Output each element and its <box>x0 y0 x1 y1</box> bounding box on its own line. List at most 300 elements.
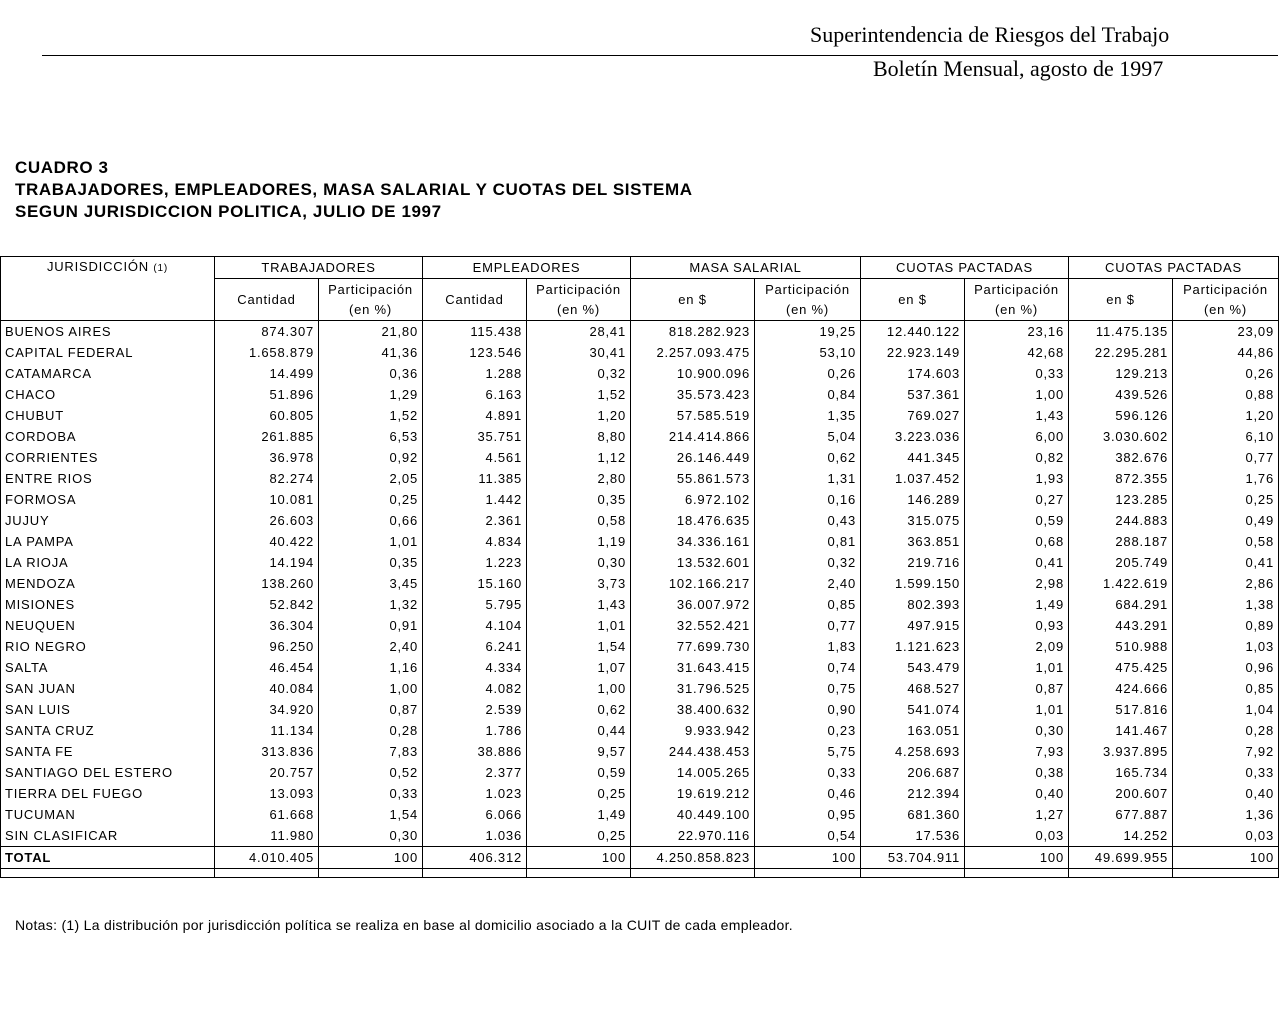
value-cell: 4.258.693 <box>861 741 965 762</box>
table-row <box>1 405 1279 426</box>
value-cell: 0,68 <box>965 531 1069 552</box>
publication-title: Boletín Mensual, agosto de 1997 <box>873 56 1164 81</box>
value-cell: 5.795 <box>423 594 527 615</box>
value-cell: 0,41 <box>1173 552 1279 573</box>
value-cell: 44,86 <box>1173 342 1279 363</box>
data-table <box>0 256 1279 878</box>
table-row <box>1 594 1279 615</box>
table-row <box>1 363 1279 384</box>
value-cell: 14.194 <box>215 552 319 573</box>
value-cell: 19.619.212 <box>631 783 755 804</box>
value-cell: 8,80 <box>527 426 631 447</box>
value-cell: 0,49 <box>1173 510 1279 531</box>
value-cell: 22.295.281 <box>1069 342 1173 363</box>
value-cell: 0,25 <box>527 825 631 847</box>
value-cell: 13.093 <box>215 783 319 804</box>
table-row <box>1 783 1279 804</box>
value-cell: 1,54 <box>527 636 631 657</box>
title-line-3: SEGUN JURISDICCION POLITICA, JULIO DE 1997 <box>15 202 442 221</box>
value-cell: 0,90 <box>755 699 861 720</box>
value-cell: 1.036 <box>423 825 527 847</box>
value-cell: 363.851 <box>861 531 965 552</box>
value-cell: 9,57 <box>527 741 631 762</box>
value-cell: 115.438 <box>423 321 527 343</box>
value-cell: 0,52 <box>319 762 423 783</box>
value-cell: 28,41 <box>527 321 631 343</box>
value-cell: 0,33 <box>319 783 423 804</box>
value-cell: 38.400.632 <box>631 699 755 720</box>
value-cell: 1,20 <box>1173 405 1279 426</box>
value-cell: 1.023 <box>423 783 527 804</box>
value-cell: 0,62 <box>527 699 631 720</box>
value-cell: 424.666 <box>1069 678 1173 699</box>
value-cell: 0,25 <box>527 783 631 804</box>
value-cell: 205.749 <box>1069 552 1173 573</box>
jurisdiction-cell: TOTAL <box>1 847 215 869</box>
value-cell: 441.345 <box>861 447 965 468</box>
table-row <box>1 720 1279 741</box>
table-row <box>1 531 1279 552</box>
value-cell: 769.027 <box>861 405 965 426</box>
value-cell: 510.988 <box>1069 636 1173 657</box>
value-cell: 0,95 <box>755 804 861 825</box>
table-row <box>1 678 1279 699</box>
jurisdiction-cell: MENDOZA <box>1 573 215 594</box>
value-cell: 57.585.519 <box>631 405 755 426</box>
value-cell: 1,35 <box>755 405 861 426</box>
jurisdiction-cell: CORDOBA <box>1 426 215 447</box>
value-cell: 60.805 <box>215 405 319 426</box>
value-cell: 5,04 <box>755 426 861 447</box>
value-cell: 288.187 <box>1069 531 1173 552</box>
value-cell: 0,82 <box>965 447 1069 468</box>
value-cell: 1,52 <box>319 405 423 426</box>
value-cell: 10.900.096 <box>631 363 755 384</box>
value-cell: 53,10 <box>755 342 861 363</box>
jurisdiction-header: JURISDICCIÓN (1) <box>1 257 215 321</box>
column-header: en $ <box>631 279 755 321</box>
value-cell: 1.442 <box>423 489 527 510</box>
value-cell: 872.355 <box>1069 468 1173 489</box>
value-cell: 61.668 <box>215 804 319 825</box>
value-cell: 0,03 <box>965 825 1069 847</box>
group-header: EMPLEADORES <box>423 257 631 279</box>
value-cell: 1.223 <box>423 552 527 573</box>
value-cell: 1,04 <box>1173 699 1279 720</box>
value-cell: 4.891 <box>423 405 527 426</box>
value-cell: 49.699.955 <box>1069 847 1173 869</box>
value-cell: 0,25 <box>319 489 423 510</box>
jurisdiction-cell: SAN JUAN <box>1 678 215 699</box>
value-cell: 1,00 <box>319 678 423 699</box>
value-cell: 0,88 <box>1173 384 1279 405</box>
value-cell: 4.250.858.823 <box>631 847 755 869</box>
value-cell: 17.536 <box>861 825 965 847</box>
value-cell: 0,96 <box>1173 657 1279 678</box>
column-header: Participación (en %) <box>755 279 861 321</box>
jurisdiction-cell: SANTA FE <box>1 741 215 762</box>
value-cell: 123.285 <box>1069 489 1173 510</box>
table-row <box>1 510 1279 531</box>
value-cell: 0,43 <box>755 510 861 531</box>
value-cell: 11.134 <box>215 720 319 741</box>
value-cell: 0,03 <box>1173 825 1279 847</box>
value-cell: 4.834 <box>423 531 527 552</box>
jurisdiction-cell: CAPITAL FEDERAL <box>1 342 215 363</box>
value-cell: 1,36 <box>1173 804 1279 825</box>
value-cell: 261.885 <box>215 426 319 447</box>
value-cell: 14.499 <box>215 363 319 384</box>
value-cell: 0,87 <box>965 678 1069 699</box>
value-cell: 9.933.942 <box>631 720 755 741</box>
value-cell: 3.030.602 <box>1069 426 1173 447</box>
value-cell: 163.051 <box>861 720 965 741</box>
jurisdiction-cell: FORMOSA <box>1 489 215 510</box>
value-cell: 14.005.265 <box>631 762 755 783</box>
column-header: Cantidad <box>215 279 319 321</box>
column-header: Cantidad <box>423 279 527 321</box>
value-cell: 2,40 <box>755 573 861 594</box>
value-cell: 96.250 <box>215 636 319 657</box>
value-cell: 100 <box>527 847 631 869</box>
value-cell: 26.146.449 <box>631 447 755 468</box>
value-cell: 1,43 <box>527 594 631 615</box>
jurisdiction-cell: MISIONES <box>1 594 215 615</box>
value-cell: 165.734 <box>1069 762 1173 783</box>
value-cell: 1,00 <box>965 384 1069 405</box>
value-cell: 244.438.453 <box>631 741 755 762</box>
jurisdiction-note: (1) <box>153 263 169 274</box>
value-cell: 10.081 <box>215 489 319 510</box>
value-cell: 0,62 <box>755 447 861 468</box>
jurisdiction-cell: SAN LUIS <box>1 699 215 720</box>
value-cell: 18.476.635 <box>631 510 755 531</box>
value-cell: 0,66 <box>319 510 423 531</box>
value-cell: 11.475.135 <box>1069 321 1173 343</box>
column-header: Participación (en %) <box>527 279 631 321</box>
table-row <box>1 489 1279 510</box>
value-cell: 0,59 <box>527 762 631 783</box>
value-cell: 0,35 <box>527 489 631 510</box>
value-cell: 206.687 <box>861 762 965 783</box>
value-cell: 1,49 <box>965 594 1069 615</box>
value-cell: 34.920 <box>215 699 319 720</box>
table-row <box>1 321 1279 343</box>
value-cell: 0,81 <box>755 531 861 552</box>
value-cell: 22.923.149 <box>861 342 965 363</box>
table-row <box>1 573 1279 594</box>
value-cell: 1,03 <box>1173 636 1279 657</box>
value-cell: 0,28 <box>1173 720 1279 741</box>
value-cell: 15.160 <box>423 573 527 594</box>
value-cell: 1.037.452 <box>861 468 965 489</box>
value-cell: 0,93 <box>965 615 1069 636</box>
jurisdiction-cell: SIN CLASIFICAR <box>1 825 215 847</box>
value-cell: 129.213 <box>1069 363 1173 384</box>
value-cell: 541.074 <box>861 699 965 720</box>
value-cell: 475.425 <box>1069 657 1173 678</box>
value-cell: 6.163 <box>423 384 527 405</box>
value-cell: 1,83 <box>755 636 861 657</box>
value-cell: 7,92 <box>1173 741 1279 762</box>
value-cell: 35.751 <box>423 426 527 447</box>
column-header: Participación (en %) <box>965 279 1069 321</box>
value-cell: 818.282.923 <box>631 321 755 343</box>
table-row <box>1 468 1279 489</box>
jurisdiction-cell: ENTRE RIOS <box>1 468 215 489</box>
value-cell: 0,33 <box>965 363 1069 384</box>
table-title <box>15 157 693 223</box>
value-cell: 2,86 <box>1173 573 1279 594</box>
value-cell: 0,58 <box>1173 531 1279 552</box>
value-cell: 0,85 <box>755 594 861 615</box>
value-cell: 1,01 <box>965 699 1069 720</box>
group-header: CUOTAS PACTADAS <box>861 257 1069 279</box>
value-cell: 0,77 <box>1173 447 1279 468</box>
value-cell: 6,00 <box>965 426 1069 447</box>
value-cell: 443.291 <box>1069 615 1173 636</box>
value-cell: 0,30 <box>965 720 1069 741</box>
value-cell: 1,54 <box>319 804 423 825</box>
value-cell: 1,00 <box>527 678 631 699</box>
jurisdiction-cell: SANTA CRUZ <box>1 720 215 741</box>
value-cell: 13.532.601 <box>631 552 755 573</box>
value-cell: 1,43 <box>965 405 1069 426</box>
value-cell: 677.887 <box>1069 804 1173 825</box>
value-cell: 874.307 <box>215 321 319 343</box>
value-cell: 517.816 <box>1069 699 1173 720</box>
group-header: TRABAJADORES <box>215 257 423 279</box>
value-cell: 684.291 <box>1069 594 1173 615</box>
value-cell: 2,40 <box>319 636 423 657</box>
value-cell: 406.312 <box>423 847 527 869</box>
value-cell: 0,28 <box>319 720 423 741</box>
value-cell: 0,92 <box>319 447 423 468</box>
value-cell: 100 <box>755 847 861 869</box>
value-cell: 537.361 <box>861 384 965 405</box>
value-cell: 0,16 <box>755 489 861 510</box>
value-cell: 40.449.100 <box>631 804 755 825</box>
value-cell: 2.361 <box>423 510 527 531</box>
value-cell: 1,52 <box>527 384 631 405</box>
value-cell: 0,58 <box>527 510 631 531</box>
value-cell: 46.454 <box>215 657 319 678</box>
value-cell: 2,05 <box>319 468 423 489</box>
jurisdiction-cell: SANTIAGO DEL ESTERO <box>1 762 215 783</box>
value-cell: 0,33 <box>1173 762 1279 783</box>
value-cell: 1.786 <box>423 720 527 741</box>
value-cell: 3,73 <box>527 573 631 594</box>
jurisdiction-cell: LA RIOJA <box>1 552 215 573</box>
value-cell: 1,20 <box>527 405 631 426</box>
group-header: MASA SALARIAL <box>631 257 861 279</box>
value-cell: 3,45 <box>319 573 423 594</box>
value-cell: 20.757 <box>215 762 319 783</box>
group-header-row <box>1 257 1279 279</box>
value-cell: 36.007.972 <box>631 594 755 615</box>
value-cell: 1.658.879 <box>215 342 319 363</box>
value-cell: 0,59 <box>965 510 1069 531</box>
value-cell: 1.422.619 <box>1069 573 1173 594</box>
value-cell: 0,41 <box>965 552 1069 573</box>
value-cell: 100 <box>965 847 1069 869</box>
jurisdiction-cell: CATAMARCA <box>1 363 215 384</box>
value-cell: 0,75 <box>755 678 861 699</box>
value-cell: 4.010.405 <box>215 847 319 869</box>
value-cell: 174.603 <box>861 363 965 384</box>
value-cell: 2,98 <box>965 573 1069 594</box>
value-cell: 1,01 <box>965 657 1069 678</box>
value-cell: 0,27 <box>965 489 1069 510</box>
jurisdiction-cell: CHUBUT <box>1 405 215 426</box>
value-cell: 102.166.217 <box>631 573 755 594</box>
value-cell: 0,77 <box>755 615 861 636</box>
value-cell: 0,35 <box>319 552 423 573</box>
jurisdiction-cell: JUJUY <box>1 510 215 531</box>
value-cell: 0,84 <box>755 384 861 405</box>
table-row <box>1 342 1279 363</box>
value-cell: 35.573.423 <box>631 384 755 405</box>
table-row <box>1 384 1279 405</box>
value-cell: 0,89 <box>1173 615 1279 636</box>
value-cell: 19,25 <box>755 321 861 343</box>
table-row <box>1 426 1279 447</box>
column-header: Participación (en %) <box>319 279 423 321</box>
value-cell: 7,83 <box>319 741 423 762</box>
table-row <box>1 447 1279 468</box>
value-cell: 100 <box>1173 847 1279 869</box>
value-cell: 5,75 <box>755 741 861 762</box>
value-cell: 40.084 <box>215 678 319 699</box>
value-cell: 6.972.102 <box>631 489 755 510</box>
value-cell: 2.539 <box>423 699 527 720</box>
value-cell: 4.104 <box>423 615 527 636</box>
value-cell: 0,36 <box>319 363 423 384</box>
column-header: en $ <box>861 279 965 321</box>
column-header: en $ <box>1069 279 1173 321</box>
value-cell: 51.896 <box>215 384 319 405</box>
value-cell: 0,32 <box>527 363 631 384</box>
value-cell: 1,16 <box>319 657 423 678</box>
value-cell: 1.288 <box>423 363 527 384</box>
value-cell: 0,30 <box>527 552 631 573</box>
jurisdiction-cell: RIO NEGRO <box>1 636 215 657</box>
value-cell: 1.121.623 <box>861 636 965 657</box>
value-cell: 0,40 <box>1173 783 1279 804</box>
value-cell: 1,49 <box>527 804 631 825</box>
value-cell: 26.603 <box>215 510 319 531</box>
value-cell: 439.526 <box>1069 384 1173 405</box>
value-cell: 138.260 <box>215 573 319 594</box>
value-cell: 681.360 <box>861 804 965 825</box>
value-cell: 214.414.866 <box>631 426 755 447</box>
value-cell: 14.252 <box>1069 825 1173 847</box>
value-cell: 2,09 <box>965 636 1069 657</box>
value-cell: 1,76 <box>1173 468 1279 489</box>
value-cell: 543.479 <box>861 657 965 678</box>
value-cell: 0,54 <box>755 825 861 847</box>
value-cell: 36.978 <box>215 447 319 468</box>
value-cell: 82.274 <box>215 468 319 489</box>
value-cell: 3.223.036 <box>861 426 965 447</box>
value-cell: 0,30 <box>319 825 423 847</box>
jurisdiction-cell: NEUQUEN <box>1 615 215 636</box>
value-cell: 6,10 <box>1173 426 1279 447</box>
organization-name: Superintendencia de Riesgos del Trabajo <box>810 22 1170 47</box>
value-cell: 1,07 <box>527 657 631 678</box>
value-cell: 36.304 <box>215 615 319 636</box>
total-row <box>1 847 1279 869</box>
value-cell: 382.676 <box>1069 447 1173 468</box>
value-cell: 596.126 <box>1069 405 1173 426</box>
value-cell: 313.836 <box>215 741 319 762</box>
value-cell: 0,26 <box>1173 363 1279 384</box>
jurisdiction-cell: SALTA <box>1 657 215 678</box>
table-row <box>1 825 1279 847</box>
value-cell: 40.422 <box>215 531 319 552</box>
group-header: CUOTAS PACTADAS <box>1069 257 1279 279</box>
table-row <box>1 657 1279 678</box>
value-cell: 1,01 <box>319 531 423 552</box>
value-cell: 0,85 <box>1173 678 1279 699</box>
value-cell: 11.385 <box>423 468 527 489</box>
value-cell: 212.394 <box>861 783 965 804</box>
table-row <box>1 552 1279 573</box>
value-cell: 23,09 <box>1173 321 1279 343</box>
value-cell: 146.289 <box>861 489 965 510</box>
value-cell: 0,74 <box>755 657 861 678</box>
value-cell: 1,93 <box>965 468 1069 489</box>
value-cell: 0,32 <box>755 552 861 573</box>
value-cell: 1,12 <box>527 447 631 468</box>
value-cell: 100 <box>319 847 423 869</box>
value-cell: 2.257.093.475 <box>631 342 755 363</box>
value-cell: 468.527 <box>861 678 965 699</box>
value-cell: 22.970.116 <box>631 825 755 847</box>
value-cell: 141.467 <box>1069 720 1173 741</box>
value-cell: 6.241 <box>423 636 527 657</box>
value-cell: 0,38 <box>965 762 1069 783</box>
value-cell: 123.546 <box>423 342 527 363</box>
value-cell: 244.883 <box>1069 510 1173 531</box>
value-cell: 6.066 <box>423 804 527 825</box>
value-cell: 34.336.161 <box>631 531 755 552</box>
value-cell: 315.075 <box>861 510 965 531</box>
jurisdiction-cell: LA PAMPA <box>1 531 215 552</box>
title-line-1: CUADRO 3 <box>15 158 109 177</box>
value-cell: 6,53 <box>319 426 423 447</box>
value-cell: 0,87 <box>319 699 423 720</box>
value-cell: 21,80 <box>319 321 423 343</box>
value-cell: 1,29 <box>319 384 423 405</box>
value-cell: 0,25 <box>1173 489 1279 510</box>
table-row <box>1 636 1279 657</box>
value-cell: 802.393 <box>861 594 965 615</box>
column-header: Participación (en %) <box>1173 279 1279 321</box>
value-cell: 32.552.421 <box>631 615 755 636</box>
table-row <box>1 699 1279 720</box>
value-cell: 55.861.573 <box>631 468 755 489</box>
value-cell: 1.599.150 <box>861 573 965 594</box>
value-cell: 1,01 <box>527 615 631 636</box>
value-cell: 41,36 <box>319 342 423 363</box>
value-cell: 31.643.415 <box>631 657 755 678</box>
value-cell: 1,27 <box>965 804 1069 825</box>
value-cell: 2,80 <box>527 468 631 489</box>
value-cell: 31.796.525 <box>631 678 755 699</box>
value-cell: 1,38 <box>1173 594 1279 615</box>
value-cell: 0,26 <box>755 363 861 384</box>
